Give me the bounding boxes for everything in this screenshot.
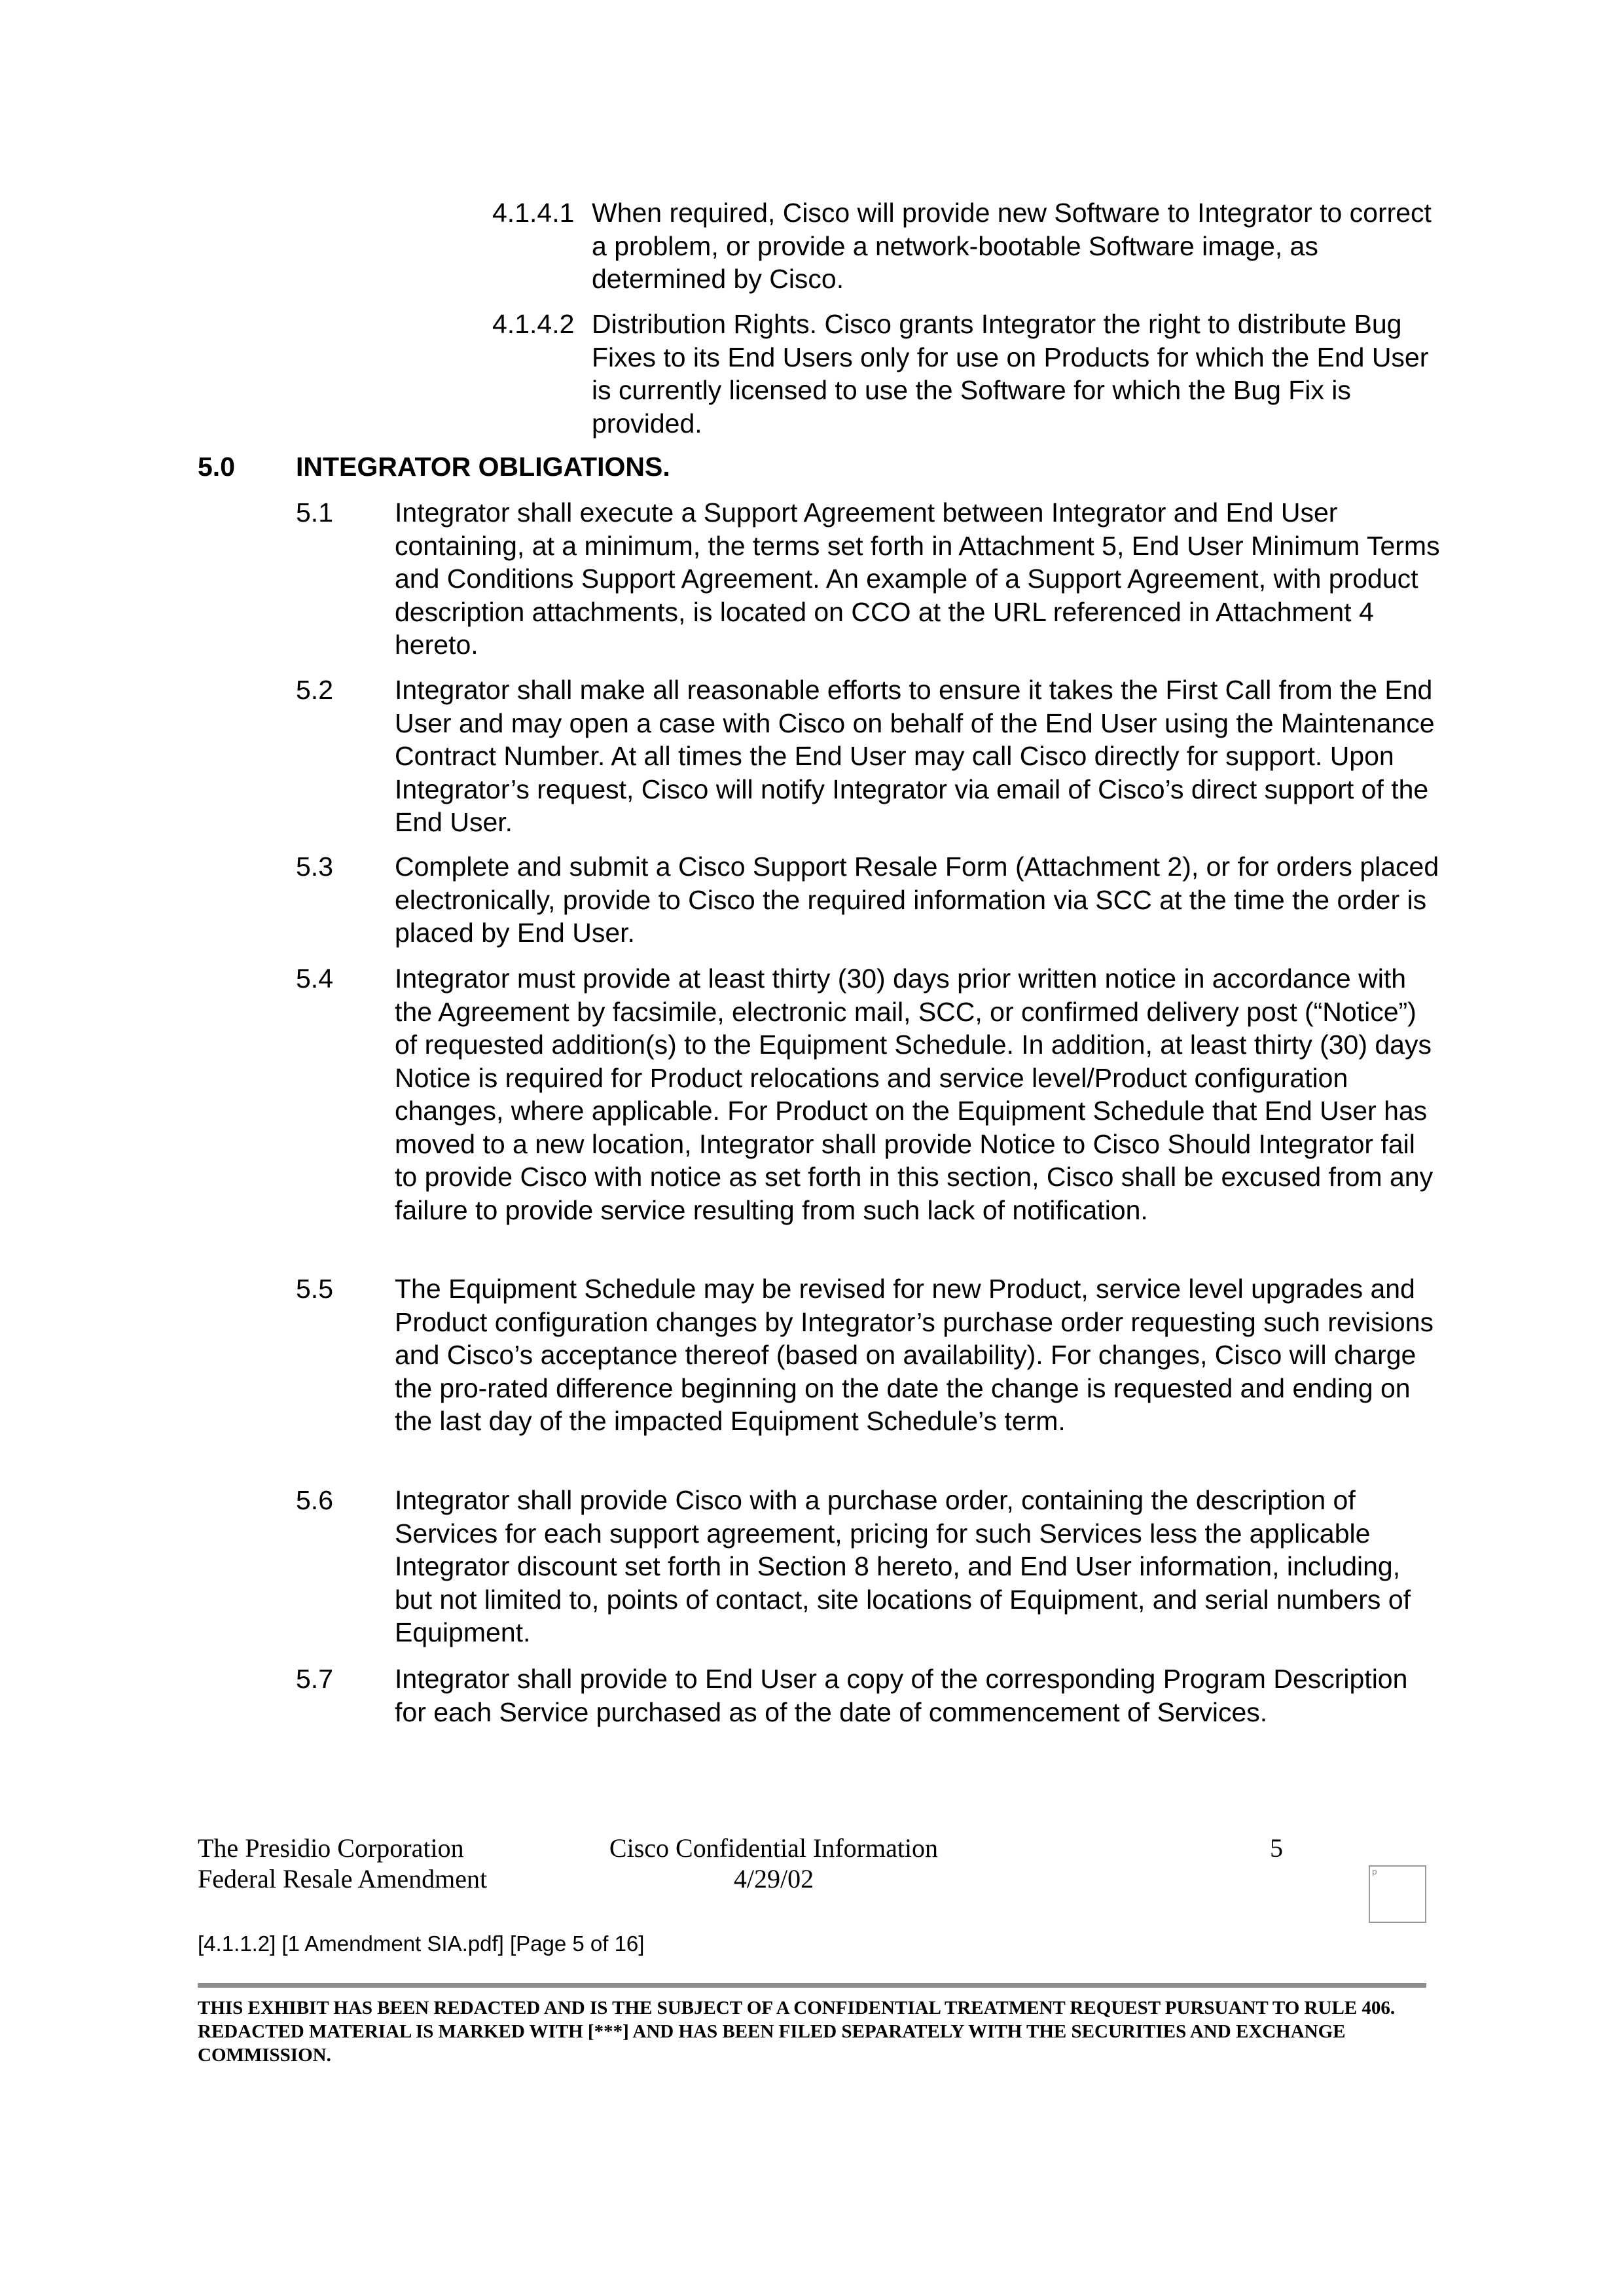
footer-confidential: Cisco Confidential Information	[609, 1833, 939, 1863]
clause-number: 5.5	[296, 1274, 333, 1304]
clause-5-1	[296, 496, 1441, 662]
page-marker-mark: p	[1372, 1867, 1377, 1876]
clause-number: 5.2	[296, 675, 333, 705]
footer-center	[597, 1833, 950, 1894]
clause-text: Integrator shall provide Cisco with a purchase order, containing the description of Services for each support agreement, pricing for such Services less the applicable Integrator discount set forth in Section 8 hereto, and End User information, including, but not limited to, points of contact, site locations of Equipment, and serial numbers of Equipment.	[395, 1485, 1411, 1647]
section-title: INTEGRATOR OBLIGATIONS.	[296, 452, 670, 482]
clause-5-7	[296, 1662, 1441, 1729]
clause-5-3	[296, 850, 1441, 950]
file-reference: [4.1.1.2] [1 Amendment SIA.pdf] [Page 5 of 16]	[198, 1931, 645, 1956]
clause-text: Integrator shall make all reasonable efforts to ensure it takes the First Call from the End User and may open a case with Cisco on behalf of the End User using the Maintenance Contract Number. At all times the End User may call Cisco directly for support. Upon Integrator’s request, Cisco will notify Integrator via email of Cisco’s direct support of the End User.	[395, 675, 1435, 837]
clause-number: 5.1	[296, 497, 333, 528]
clause-5-2	[296, 673, 1441, 839]
clause-number: 5.3	[296, 852, 333, 882]
page-number: 5	[1270, 1833, 1283, 1863]
clause-text: Integrator shall execute a Support Agreement between Integrator and End User containing, at a minimum, the terms set forth in Attachment 5, End User Minimum Terms and Conditions Support Agreement. An example of a Support Agreement, with product description attachments, is located on CCO at the URL referenced in Attachment 4 hereto.	[395, 497, 1440, 660]
clause-number: 4.1.4.2	[492, 309, 575, 339]
clause-5-6	[296, 1484, 1441, 1649]
clause-text: Integrator must provide at least thirty (30) days prior written notice in accordance with the Agreement by facsimile, electronic mail, SCC, or confirmed delivery post (“Notice”) of requested addition(s) to the Equipment Schedule. In addition, at least thirty (30) days Notice is required for Product relocations and service level/Product configuration changes, where applicable. For Product on the Equipment Schedule that End User has moved to a new location, Integrator shall provide Notice to Cisco Should Integrator fail to provide Cisco with notice as set forth in this section, Cisco shall be excused from any failure to provide service resulting from such lack of notification.	[395, 963, 1434, 1225]
clause-5-4	[296, 962, 1441, 1227]
footer-doc-title: Federal Resale Amendment	[198, 1864, 488, 1893]
clause-5-5	[296, 1272, 1441, 1438]
clause-number: 4.1.4.1	[492, 198, 575, 228]
clause-text: The Equipment Schedule may be revised for new Product, service level upgrades and Product configuration changes by Integrator’s purchase order requesting such revisions and Cisco’s acceptance thereof (based on availability). For changes, Cisco will charge the pro-rated difference beginning on the date the change is requested and ending on the last day of the impacted Equipment Schedule’s term.	[395, 1274, 1434, 1436]
clause-text: When required, Cisco will provide new Software to Integrator to correct a problem, or provide a network-bootable Software image, as determined by Cisco.	[592, 198, 1432, 294]
footer-date: 4/29/02	[733, 1864, 814, 1893]
clause-number: 5.7	[296, 1664, 333, 1694]
clause-number: 5.4	[296, 963, 333, 994]
page-marker-box	[1369, 1865, 1426, 1923]
footer-company: The Presidio Corporation	[198, 1833, 464, 1863]
clause-number: 5.6	[296, 1485, 333, 1515]
clause-4-1-4-1	[492, 196, 1441, 296]
clause-text: Integrator shall provide to End User a copy of the corresponding Program Description for each Service purchased as of the date of commencement of Services.	[395, 1664, 1408, 1727]
footer-divider	[198, 1983, 1426, 1988]
section-number: 5.0	[198, 452, 235, 482]
footer-left	[198, 1833, 487, 1894]
redaction-notice: THIS EXHIBIT HAS BEEN REDACTED AND IS THE SUBJECT OF A CONFIDENTIAL TREATMENT REQUEST PURSUANT TO RULE 406. REDACTED MATERIAL IS MARKED WITH [***] AND HAS BEEN FILED SEPARATELY WITH THE SECURITIES AND EXCHANGE COMMISSION.	[198, 1998, 1396, 2066]
clause-4-1-4-2	[492, 308, 1441, 440]
clause-text: Distribution Rights. Cisco grants Integrator the right to distribute Bug Fixes to its End Users only for use on Products for which the End User is currently licensed to use the Software for which the Bug Fix is provided.	[592, 309, 1429, 439]
clause-text: Complete and submit a Cisco Support Resale Form (Attachment 2), or for orders placed electronically, provide to Cisco the required information via SCC at the time the order is placed by End User.	[395, 852, 1439, 948]
